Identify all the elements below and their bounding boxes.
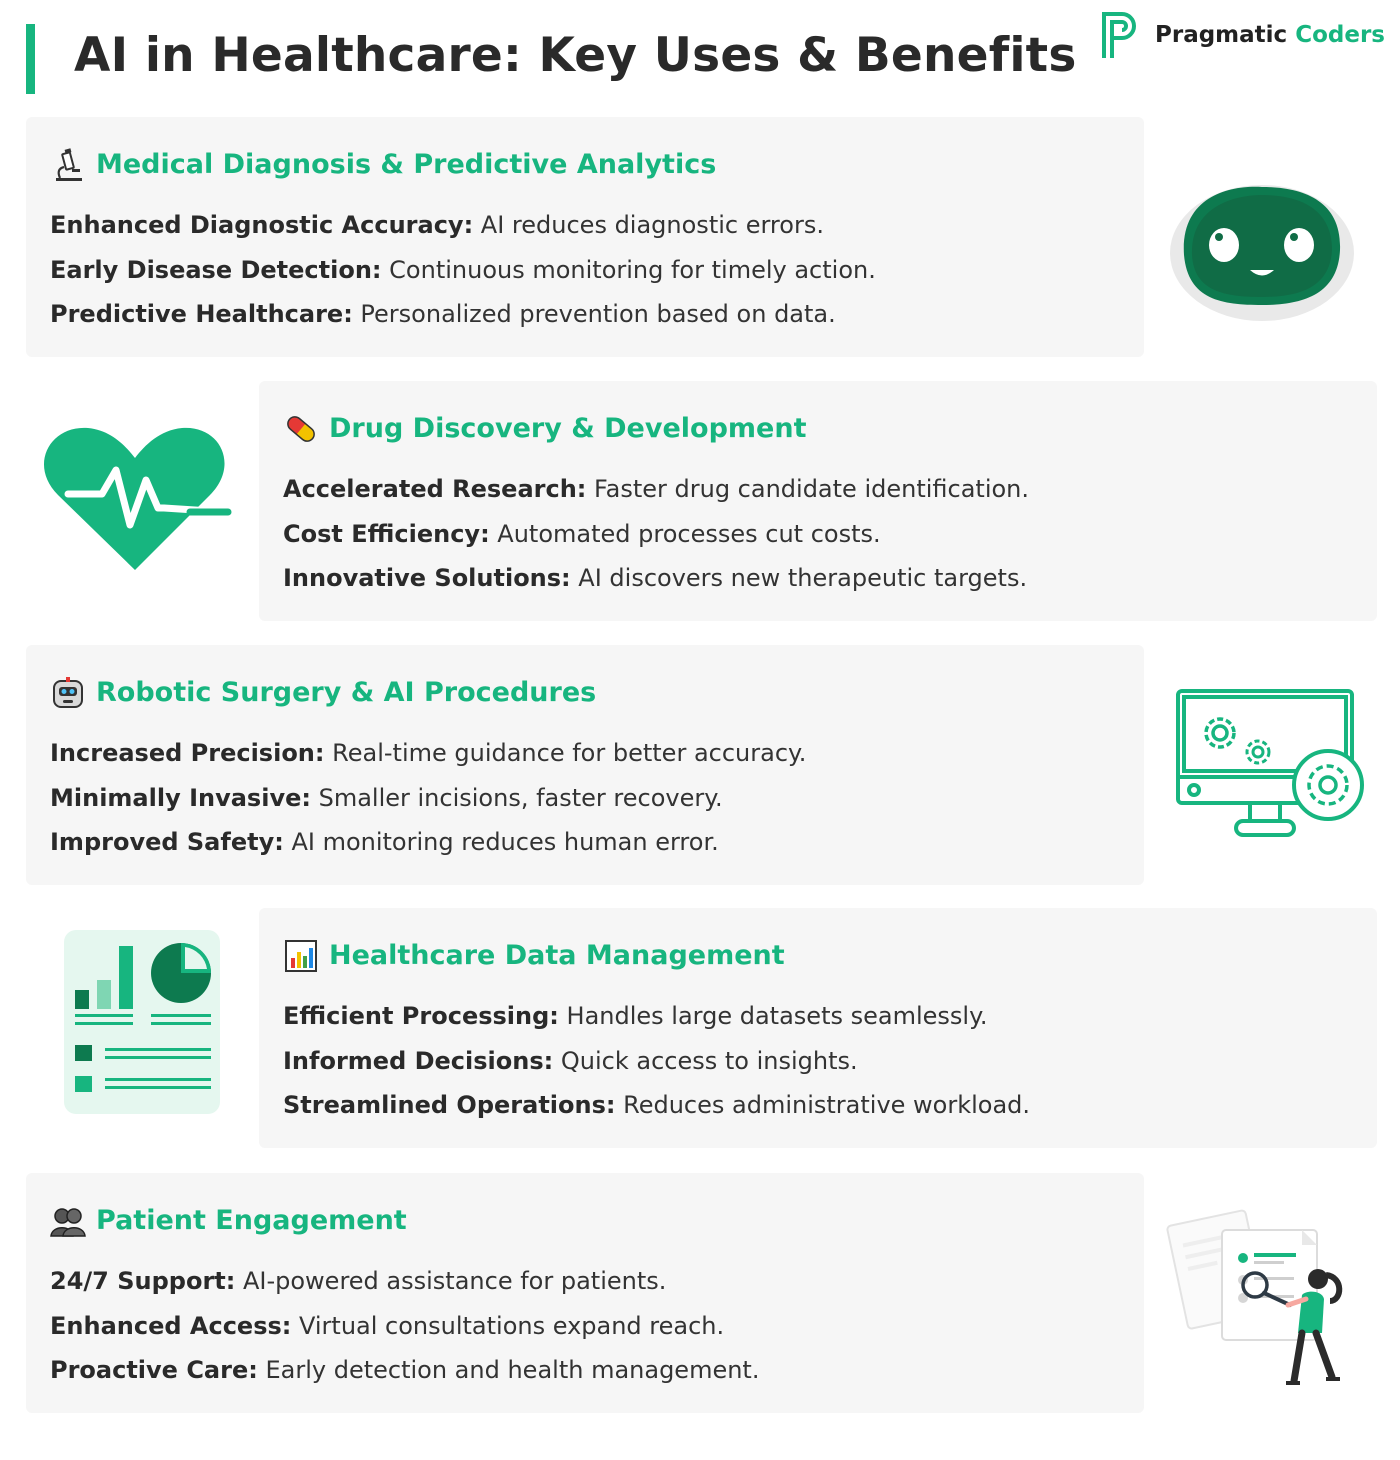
title-accent-bar <box>26 24 35 94</box>
benefit-item <box>50 1304 759 1349</box>
benefit-item <box>50 731 806 776</box>
benefit-item <box>283 1039 1030 1084</box>
bar-chart-icon <box>283 938 319 974</box>
benefit-list <box>50 203 876 337</box>
benefit-text: AI discovers new therapeutic targets. <box>570 564 1028 592</box>
benefit-label: Streamlined Operations: <box>283 1091 616 1119</box>
section-card-data-management <box>259 908 1377 1148</box>
benefit-text: Quick access to insights. <box>553 1046 858 1075</box>
benefit-text: Smaller incisions, faster recovery. <box>310 783 723 812</box>
benefit-label: Efficient Processing: <box>283 1002 559 1030</box>
gear-icon <box>1247 741 1269 763</box>
benefit-label: Improved Safety: <box>50 828 284 856</box>
benefit-text: AI monitoring reduces human error. <box>283 828 719 856</box>
benefit-item <box>50 1348 759 1393</box>
gear-icon <box>1206 719 1234 747</box>
section-card-patient-engagement <box>26 1173 1144 1413</box>
benefit-label: Cost Efficiency: <box>283 519 490 548</box>
benefit-label: Minimally Invasive: <box>50 783 311 812</box>
benefit-label: Accelerated Research: <box>283 475 587 503</box>
section-title: Drug Discovery & Development <box>329 413 807 444</box>
benefit-item <box>50 820 806 865</box>
benefit-text: Continuous monitoring for timely action. <box>381 255 876 284</box>
robot-icon <box>50 675 86 711</box>
section-title: Robotic Surgery & AI Procedures <box>96 677 597 708</box>
people-icon <box>50 1203 86 1239</box>
section-card-drug-discovery <box>259 381 1377 621</box>
section-card-diagnosis <box>26 117 1144 357</box>
brand-name <box>1155 22 1385 48</box>
section-title: Patient Engagement <box>96 1205 407 1236</box>
pill-icon <box>283 411 319 447</box>
benefit-item <box>283 512 1029 557</box>
benefit-list <box>283 467 1029 601</box>
benefit-label: Early Disease Detection: <box>50 255 382 284</box>
benefit-label: Proactive Care: <box>50 1356 258 1384</box>
benefit-list <box>283 994 1030 1128</box>
brand-name-part1: Pragmatic <box>1155 22 1288 48</box>
monitor-gears-illustration <box>1170 685 1370 845</box>
benefit-text: Automated processes cut costs. <box>489 519 881 548</box>
heartbeat-heart-illustration <box>40 420 235 575</box>
benefit-text: Reduces administrative workload. <box>615 1091 1031 1119</box>
brand-logo[interactable] <box>1100 10 1390 60</box>
benefit-item <box>283 556 1029 601</box>
benefit-label: Innovative Solutions: <box>283 564 571 592</box>
benefit-item <box>283 1083 1030 1128</box>
person-magnifier-illustration <box>1166 1195 1356 1395</box>
benefit-item <box>50 776 806 821</box>
benefit-label: 24/7 Support: <box>50 1267 236 1295</box>
pragmatic-logo-icon <box>1100 10 1142 60</box>
benefit-text: Virtual consultations expand reach. <box>291 1311 725 1340</box>
benefit-item <box>283 467 1029 512</box>
benefit-label: Predictive Healthcare: <box>50 300 353 328</box>
benefit-label: Informed Decisions: <box>283 1046 554 1075</box>
microscope-icon <box>50 147 86 183</box>
benefit-list <box>50 731 806 865</box>
benefit-text: Early detection and health management. <box>257 1356 760 1384</box>
benefit-item <box>50 248 876 293</box>
benefit-text: Faster drug candidate identification. <box>586 475 1030 503</box>
benefit-label: Increased Precision: <box>50 739 325 767</box>
benefit-item <box>50 203 876 248</box>
benefit-item <box>50 1259 759 1304</box>
section-title: Healthcare Data Management <box>329 940 785 971</box>
brand-name-part2: Coders <box>1295 22 1385 48</box>
section-title: Medical Diagnosis & Predictive Analytics <box>96 149 717 180</box>
benefit-item <box>50 292 876 337</box>
page-title: AI in Healthcare: Key Uses & Benefits <box>74 28 1077 83</box>
data-report-illustration <box>62 928 222 1116</box>
benefit-label: Enhanced Access: <box>50 1311 292 1340</box>
section-card-robotic-surgery <box>26 645 1144 885</box>
benefit-text: AI-powered assistance for patients. <box>235 1267 667 1295</box>
benefit-text: Handles large datasets seamlessly. <box>558 1002 988 1030</box>
benefit-list <box>50 1259 759 1393</box>
robot-face-illustration <box>1162 175 1362 325</box>
benefit-item <box>283 994 1030 1039</box>
benefit-text: Real-time guidance for better accuracy. <box>324 739 807 767</box>
benefit-label: Enhanced Diagnostic Accuracy: <box>50 211 474 239</box>
benefit-text: Personalized prevention based on data. <box>352 300 836 328</box>
benefit-text: AI reduces diagnostic errors. <box>473 211 824 239</box>
